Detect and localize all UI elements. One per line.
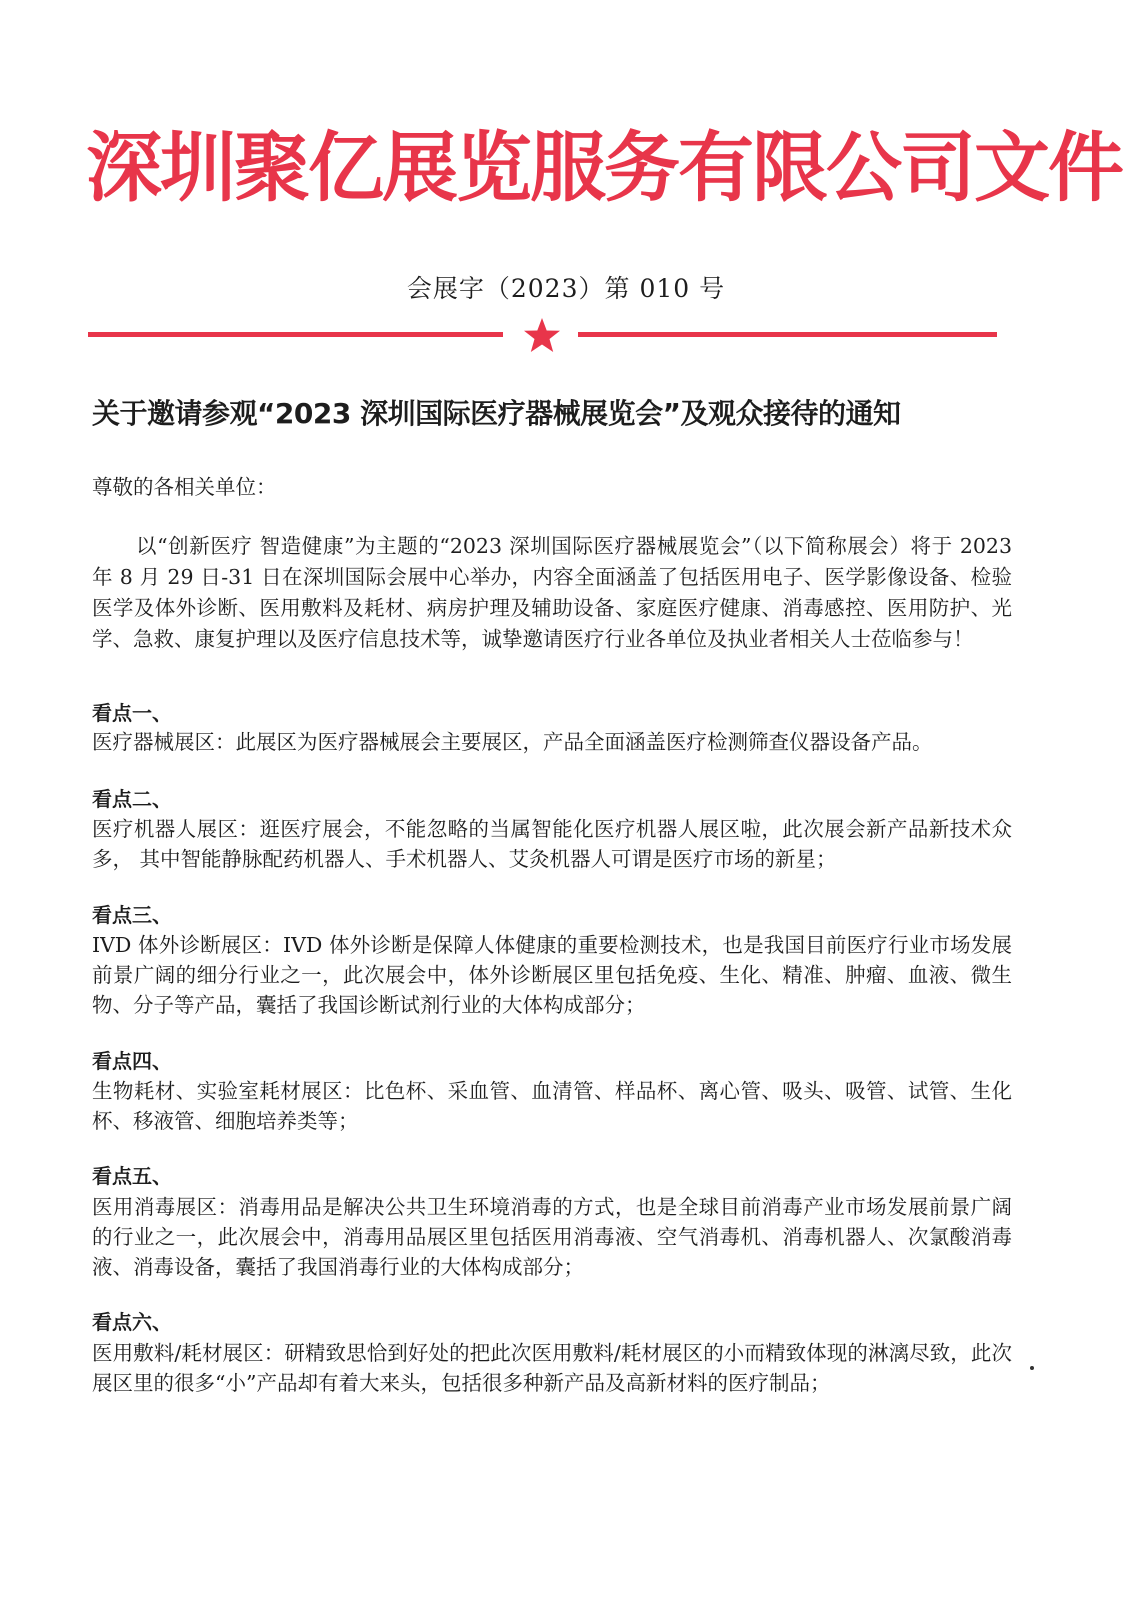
highlight-1-body: 医疗器械展区：此展区为医疗器械展会主要展区，产品全面涵盖医疗检测筛查仪器设备产品。 (92, 730, 933, 754)
highlight-1-title: 看点一、 (92, 701, 172, 725)
highlight-5-title: 看点五、 (92, 1164, 172, 1188)
red-divider-right (578, 332, 997, 337)
notice-title: 关于邀请参观“2023 深圳国际医疗器械展览会”及观众接待的通知 (92, 397, 901, 430)
highlight-4-body: 生物耗材、实验室耗材展区：比色杯、采血管、血清管、样品杯、离心管、吸头、吸管、试管、生化杯、移液管、细胞培养类等； (92, 1079, 1012, 1133)
salutation: 尊敬的各相关单位： (92, 475, 277, 499)
highlight-3-body: IVD 体外诊断展区：IVD 体外诊断是保障人体健康的重要检测技术，也是我国目前医疗行业市场发展前景广阔的细分行业之一，此次展会中，体外诊断展区里包括免疫、生化、精准、肿瘤、血液、微生物、分子等产品，囊括了我国诊断试剂行业的大体构成部分； (92, 933, 1012, 1017)
star-icon (522, 316, 562, 356)
document-number: 会展字（2023）第 010 号 (406, 274, 726, 303)
highlight-6-body: 医用敷料/耗材展区：研精致思恰到好处的把此次医用敷料/耗材展区的小而精致体现的淋漓尽致，此次展区里的很多“小”产品却有着大来头，包括很多种新产品及高新材料的医疗制品； (92, 1341, 1012, 1395)
scan-speck (1030, 1366, 1034, 1370)
highlight-5-body: 医用消毒展区：消毒用品是解决公共卫生环境消毒的方式，也是全球目前消毒产业市场发展前景广阔的行业之一，此次展会中，消毒用品展区里包括医用消毒液、空气消毒机、消毒机器人、次氯酸消毒液、消毒设备，囊括了我国消毒行业的大体构成部分； (92, 1195, 1012, 1279)
red-divider-left (88, 332, 503, 337)
highlight-2-body: 医疗机器人展区：逛医疗展会，不能忽略的当属智能化医疗机器人展区啦，此次展会新产品新技术众多， 其中智能静脉配药机器人、手术机器人、艾灸机器人可谓是医疗市场的新星； (92, 817, 1012, 871)
highlight-4-title: 看点四、 (92, 1049, 172, 1073)
intro-paragraph: 以“创新医疗 智造健康”为主题的“2023 深圳国际医疗器械展览会”（以下简称展会）将于 2023 年 8 月 29 日-31 日在深圳国际会展中心举办，内容全面涵盖了包括医用电子、医学影像设备、检验医学及体外诊断、医用敷料及耗材、病房护理及辅助设备、家庭医疗健康、消毒感控、医用防护、光学、急救、康复护理以及医疗信息技术等，诚挚邀请医疗行业各单位及执业者相关人士莅临参与！ (92, 534, 1012, 651)
highlight-6-title: 看点六、 (92, 1310, 172, 1334)
highlight-3-title: 看点三、 (92, 903, 172, 927)
org-masthead-title: 深圳聚亿展览服务有限公司文件 (86, 123, 1122, 212)
highlight-2-title: 看点二、 (92, 787, 172, 811)
